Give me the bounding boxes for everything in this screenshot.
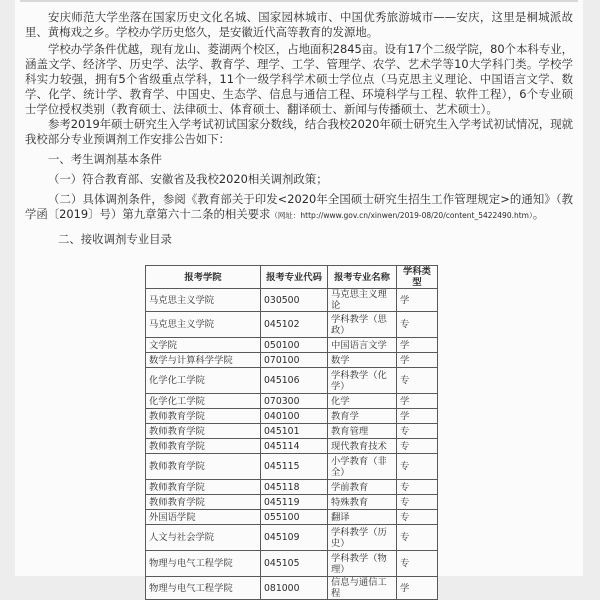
table-row — [146, 338, 438, 353]
table-row — [146, 551, 438, 577]
cell-code: 055100 — [261, 510, 328, 525]
condition-item-2 — [25, 192, 573, 223]
top-divider — [20, 0, 578, 2]
table-header-row — [146, 266, 438, 289]
header-major-name: 报考专业名称 — [328, 266, 397, 289]
cell-subject-type: 学 — [397, 409, 438, 424]
table-row — [146, 424, 438, 439]
cell-subject-type: 学 — [397, 338, 438, 353]
cell-code: 045105 — [261, 551, 328, 577]
cell-code: 070100 — [261, 353, 328, 368]
cell-code: 045102 — [261, 312, 328, 338]
cell-college: 物理与电气工程学院 — [146, 551, 261, 577]
cell-code: 081000 — [261, 577, 328, 600]
announcement-paragraph: 参考2019年硕士研究生入学考试初试国家分数线，结合我校2020年硕士研究生入学考试初试情况，现就我校部分专业预调剂工作安排公告如下： — [25, 117, 573, 146]
table-row — [146, 368, 438, 394]
cell-major-name: 学前教育 — [328, 480, 397, 495]
table-row — [146, 510, 438, 525]
table-row — [146, 353, 438, 368]
cell-major-name: 学科教学（思政） — [328, 312, 397, 338]
cell-major-name: 特殊教育 — [328, 495, 397, 510]
cell-subject-type: 学 — [397, 289, 438, 312]
majors-table — [145, 265, 438, 600]
cell-college: 教师教育学院 — [146, 439, 261, 454]
cell-subject-type: 专 — [397, 312, 438, 338]
cell-college: 马克思主义学院 — [146, 312, 261, 338]
cell-major-name: 信息与通信工程 — [328, 577, 397, 600]
header-code: 报考专业代码 — [261, 266, 328, 289]
section-heading-majors: 二、接收调剂专业目录 — [58, 232, 172, 246]
table-row — [146, 495, 438, 510]
cell-subject-type: 专 — [397, 439, 438, 454]
header-subject-type: 学科类型 — [397, 266, 438, 289]
table-row — [146, 312, 438, 338]
cell-major-name: 学科教学（历史） — [328, 525, 397, 551]
cell-major-name: 学科教学（化学） — [328, 368, 397, 394]
cell-subject-type: 学 — [397, 353, 438, 368]
table-row — [146, 394, 438, 409]
table-row — [146, 439, 438, 454]
cell-major-name: 教育管理 — [328, 424, 397, 439]
cell-major-name: 化学 — [328, 394, 397, 409]
cell-college: 化学化工学院 — [146, 368, 261, 394]
table-row — [146, 454, 438, 480]
cell-college: 化学化工学院 — [146, 394, 261, 409]
cell-subject-type: 专 — [397, 480, 438, 495]
table-row — [146, 289, 438, 312]
cell-code: 040100 — [261, 409, 328, 424]
cell-college: 教师教育学院 — [146, 409, 261, 424]
cell-major-name: 马克思主义理论 — [328, 289, 397, 312]
cell-code: 045101 — [261, 424, 328, 439]
cell-code: 050100 — [261, 338, 328, 353]
conditions-paragraph: 学校办学条件优越，现有龙山、菱湖两个校区，占地面积2845亩。设有17个二级学院，80个本科专业，涵盖文学、经济学、历史学、法学、教育学、理学、工学、管理学、农学、艺术学等10大学科门类。学校学科实力较强，拥有5个省级重点学科，11个一级学科学术硕士学位点（马克思主义理论、中国语言文学、数学、化学、统计学、教育学、中国史、生态学、信息与通信工程、环境科学与工程、软件工程），6个专业硕士学位授权类别（教育硕士、法律硕士、体育硕士、翻译硕士、新闻与传播硕士、艺术硕士）。 — [25, 42, 573, 116]
cell-code: 045114 — [261, 439, 328, 454]
table-row — [146, 409, 438, 424]
cell-major-name: 现代教育技术 — [328, 439, 397, 454]
cell-subject-type: 专 — [397, 551, 438, 577]
cell-subject-type: 专 — [397, 510, 438, 525]
policy-url: （网址：http://www.gov.cn/xinwen/2019-08/20/content_5422490.htm） — [270, 211, 533, 220]
condition-item-2-text: （二）具体调剂条件，参阅《教育部关于印发<2020年全国硕士研究生招生工作管理规定>的通知》（教学函〔2019〕号）第九章第六十二条的相关要求 — [25, 192, 573, 221]
cell-college: 马克思主义学院 — [146, 289, 261, 312]
cell-major-name: 中国语言文学 — [328, 338, 397, 353]
cell-college: 教师教育学院 — [146, 480, 261, 495]
header-college: 报考学院 — [146, 266, 261, 289]
cell-college: 外国语学院 — [146, 510, 261, 525]
cell-subject-type: 专 — [397, 495, 438, 510]
cell-code: 030500 — [261, 289, 328, 312]
section-heading-conditions: 一、考生调剂基本条件 — [48, 152, 162, 166]
cell-subject-type: 学 — [397, 394, 438, 409]
condition-item-1: （一）符合教育部、安徽省及我校2020相关调剂政策； — [48, 172, 328, 186]
cell-college: 教师教育学院 — [146, 454, 261, 480]
cell-major-name: 翻译 — [328, 510, 397, 525]
cell-subject-type: 专 — [397, 525, 438, 551]
cell-code: 045118 — [261, 480, 328, 495]
cell-major-name: 小学教育（非全） — [328, 454, 397, 480]
cell-college: 文学院 — [146, 338, 261, 353]
cell-college: 数学与计算科学学院 — [146, 353, 261, 368]
cell-code: 045106 — [261, 368, 328, 394]
cell-college: 人文与社会学院 — [146, 525, 261, 551]
condition-item-2-end: 。 — [532, 207, 545, 221]
cell-code: 045109 — [261, 525, 328, 551]
cell-code: 070300 — [261, 394, 328, 409]
cell-subject-type: 专 — [397, 454, 438, 480]
cell-code: 045115 — [261, 454, 328, 480]
cell-major-name: 学科教学（物理） — [328, 551, 397, 577]
table-row — [146, 480, 438, 495]
cell-major-name: 教育学 — [328, 409, 397, 424]
table-row — [146, 525, 438, 551]
cell-college: 教师教育学院 — [146, 495, 261, 510]
table-row — [146, 577, 438, 600]
cell-subject-type: 专 — [397, 368, 438, 394]
cell-college: 教师教育学院 — [146, 424, 261, 439]
intro-paragraph: 安庆师范大学坐落在国家历史文化名城、国家园林城市、中国优秀旅游城市——安庆，这里是桐城派故里、黄梅戏之乡。学校办学历史悠久，是安徽近代高等教育的发源地。 — [25, 10, 573, 39]
cell-code: 045119 — [261, 495, 328, 510]
cell-subject-type: 学 — [397, 577, 438, 600]
cell-college: 物理与电气工程学院 — [146, 577, 261, 600]
cell-major-name: 数学 — [328, 353, 397, 368]
cell-subject-type: 专 — [397, 424, 438, 439]
